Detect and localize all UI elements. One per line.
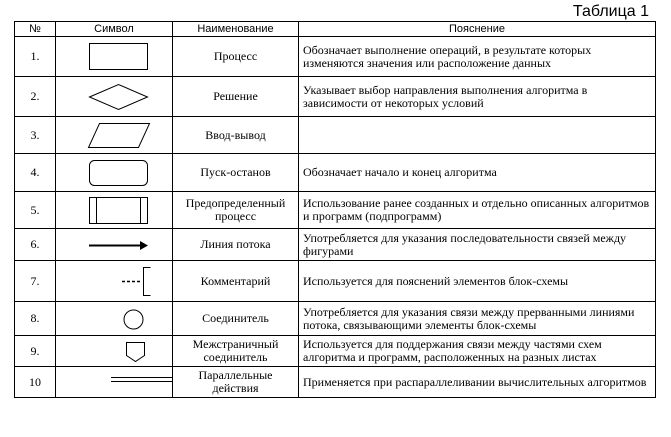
row-name: Параллельные действия	[173, 367, 299, 398]
row-description: Используется для пояснений элементов блок-схемы	[299, 261, 656, 302]
row-description	[299, 117, 656, 154]
table-row	[15, 302, 656, 336]
table-row	[15, 37, 656, 77]
row-name: Предопределенный процесс	[173, 192, 299, 229]
table-row	[15, 261, 656, 302]
row-number: 10	[15, 367, 56, 398]
terminator-symbol	[56, 154, 173, 192]
header-number: №	[15, 22, 56, 37]
table-row	[15, 117, 656, 154]
row-number: 5.	[15, 192, 56, 229]
row-number: 8.	[15, 302, 56, 336]
row-name: Соединитель	[173, 302, 299, 336]
row-description: Использование ранее созданных и отдельно описанных алгоритмов и программ (подпрограмм)	[299, 192, 656, 229]
comment-symbol	[56, 261, 173, 302]
header-symbol: Символ	[56, 22, 173, 37]
connector-symbol	[56, 302, 173, 336]
row-description: Употребляется для указания связи между прерванными линиями потока, связывающими элементы блок-схемы	[299, 302, 656, 336]
row-name: Пуск-останов	[173, 154, 299, 192]
row-name: Межстраничный соединитель	[173, 336, 299, 367]
row-description: Обозначает выполнение операций, в результате которых изменяются значения или расположение данных	[299, 37, 656, 77]
row-number: 2.	[15, 77, 56, 117]
row-number: 4.	[15, 154, 56, 192]
row-description: Указывает выбор направления выполнения алгоритма в зависимости от некоторых условий	[299, 77, 656, 117]
row-number: 9.	[15, 336, 56, 367]
row-number: 6.	[15, 229, 56, 261]
header-row	[15, 22, 656, 37]
table-row	[15, 192, 656, 229]
row-name: Решение	[173, 77, 299, 117]
decision-symbol	[56, 77, 173, 117]
off-page-connector-symbol	[56, 336, 173, 367]
row-description: Обозначает начало и конец алгоритма	[299, 154, 656, 192]
row-name: Линия потока	[173, 229, 299, 261]
row-name: Комментарий	[173, 261, 299, 302]
row-number: 7.	[15, 261, 56, 302]
table-row	[15, 336, 656, 367]
row-name: Процесс	[173, 37, 299, 77]
header-description: Пояснение	[299, 22, 656, 37]
parallel-actions-symbol	[56, 367, 173, 398]
table-row	[15, 77, 656, 117]
header-name: Наименование	[173, 22, 299, 37]
predefined-process-symbol	[56, 192, 173, 229]
row-name: Ввод-вывод	[173, 117, 299, 154]
row-description: Употребляется для указания последовательности связей между фигурами	[299, 229, 656, 261]
table-row	[15, 154, 656, 192]
row-number: 3.	[15, 117, 56, 154]
table-caption: Таблица 1	[572, 3, 649, 20]
table-row	[15, 229, 656, 261]
row-description: Используется для поддержания связи между частями схем алгоритма и программ, расположенных на разных листах	[299, 336, 656, 367]
row-number: 1.	[15, 37, 56, 77]
flow-line-symbol	[56, 229, 173, 261]
process-symbol	[56, 37, 173, 77]
flowchart-symbols-table	[14, 21, 656, 398]
row-description: Применяется при распараллеливании вычислительных алгоритмов	[299, 367, 656, 398]
table-row	[15, 367, 656, 398]
input-output-symbol	[56, 117, 173, 154]
